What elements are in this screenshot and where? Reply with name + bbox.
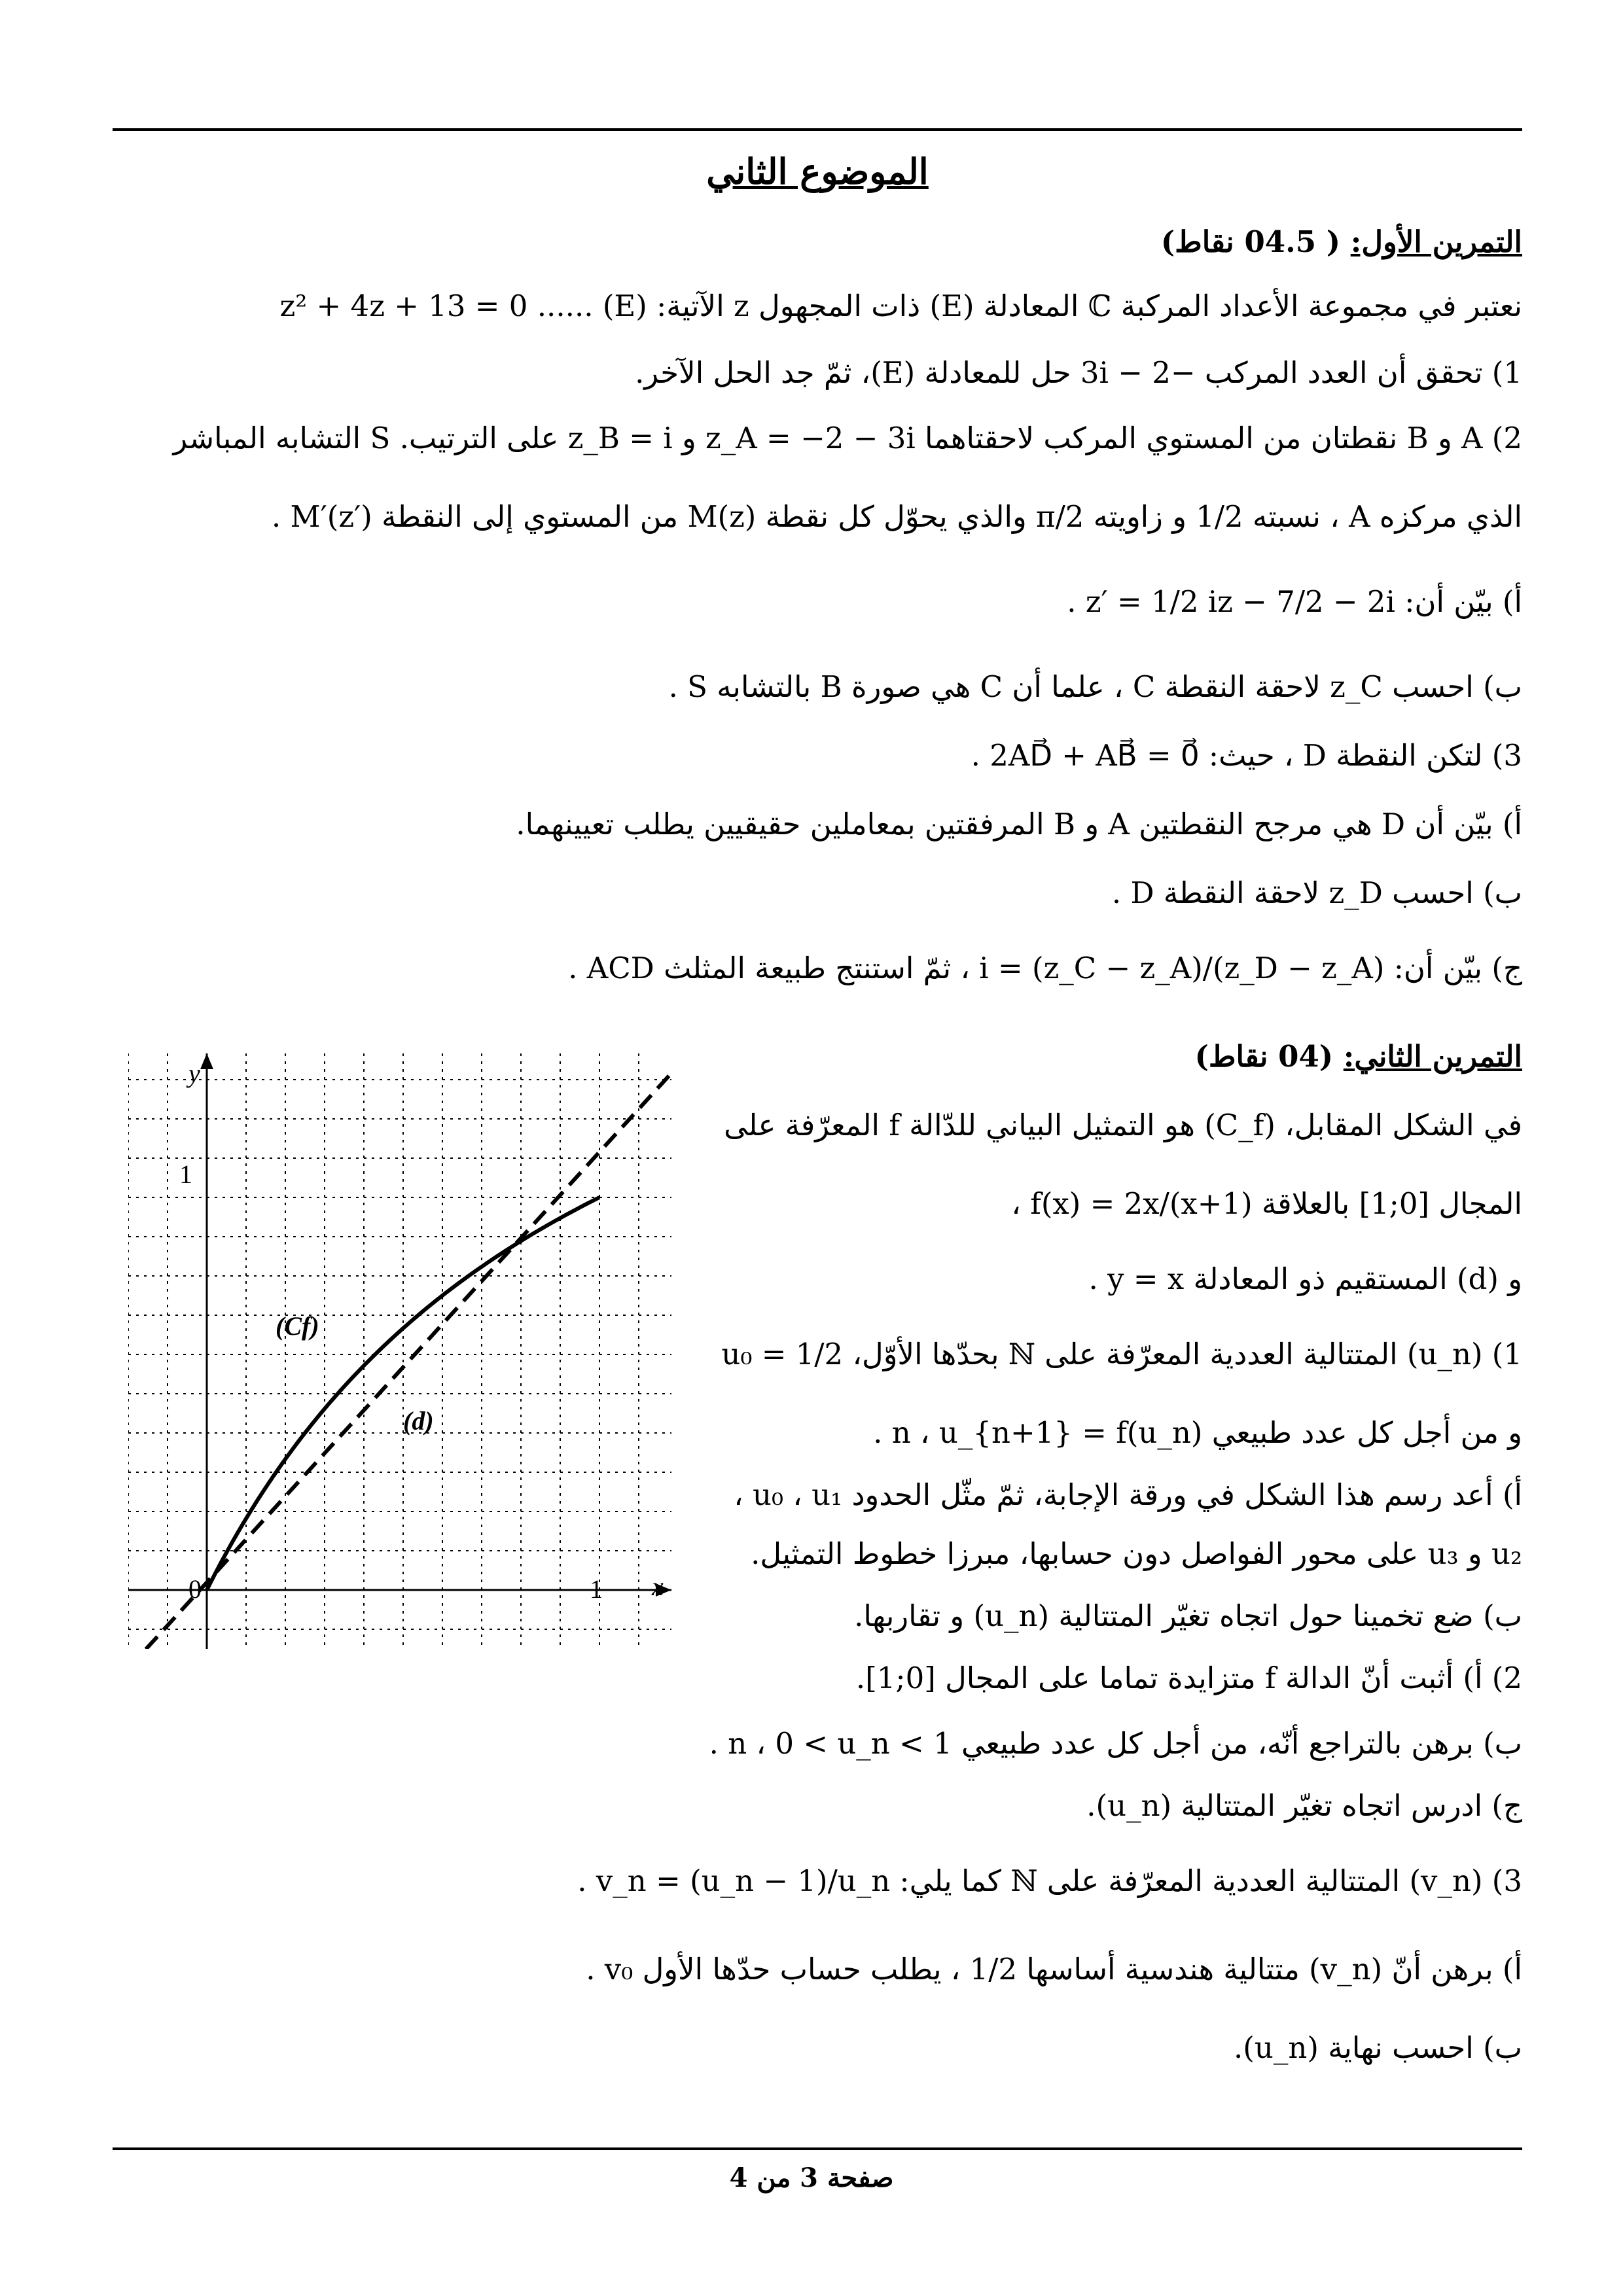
ex1-heading-points: ( 04.5 نقاط) — [1160, 224, 1341, 259]
ex1-line: ج) بيّن أن: (z_D − z_A)/(z_C − z_A) = i ، ثمّ استنتج طبيعة المثلث ACD . — [568, 951, 1522, 985]
ex2-heading — [1195, 1037, 1522, 1076]
ex2-line: u₂ و u₃ على محور الفواصل دون حسابها، مبرزا خطوط التمثيل. — [751, 1536, 1522, 1571]
ex1-line: 1) تحقق أن العدد المركب −2 − 3i حل للمعادلة (E)، ثمّ جد الحل الآخر. — [635, 355, 1522, 390]
ex2-line: في الشكل المقابل، (C_f) هو التمثيل البياني للدّالة f المعرّفة على — [724, 1108, 1522, 1142]
y-axis-label: y — [188, 1059, 200, 1088]
ex2-line: و من أجل كل عدد طبيعي n ، u_{n+1} = f(u_n) . — [873, 1415, 1522, 1450]
ex1-heading-label: التمرين الأول: — [1350, 224, 1522, 259]
line-d — [128, 1073, 671, 1649]
ex1-line: أ) بيّن أن: z′ = 1/2 iz − 7/2 − 2i . — [1067, 584, 1522, 619]
ex1-line: نعتبر في مجموعة الأعداد المركبة ℂ المعادلة (E) ذات المجهول z الآتية: (E) ...... z² + 4z + 13 = 0 — [279, 289, 1522, 323]
origin-label: 0 — [188, 1574, 202, 1604]
ex2-line: أ) برهن أنّ (v_n) متتالية هندسية أساسها 1/2 ، يطلب حساب حدّها الأول v₀ . — [586, 1952, 1522, 1987]
function-graph — [128, 1053, 671, 1649]
ex2-line: 2) أ) أثبت أنّ الدالة f متزايدة تماما على المجال [0;1]. — [855, 1661, 1522, 1695]
curve-label: (Cf) — [276, 1311, 319, 1341]
ex2-heading-points: (04 نقاط) — [1194, 1039, 1334, 1074]
ex1-line: ب) احسب z_C لاحقة النقطة C ، علما أن C هي صورة B بالتشابه S . — [668, 669, 1522, 704]
bottom-rule — [113, 2147, 1522, 2150]
line-label: (d) — [403, 1406, 434, 1436]
ex1-line: ب) احسب z_D لاحقة النقطة D . — [1111, 875, 1522, 910]
ex2-line: المجال [0;1] بالعلاقة f(x) = 2x/(x+1) ، — [1011, 1186, 1522, 1221]
ex2-line: ب) برهن بالتراجع أنّه، من أجل كل عدد طبيعي n ، 0 < u_n < 1 . — [709, 1726, 1522, 1761]
subject-title: الموضوع الثاني — [706, 150, 929, 192]
ex1-line: 2) A و B نقطتان من المستوي المركب لاحقتاهما z_A = −2 − 3i و z_B = i على الترتيب. S التشابه المباشر — [173, 421, 1522, 455]
ex1-heading — [1161, 222, 1522, 262]
y-unit-label: 1 — [179, 1159, 192, 1189]
top-rule — [113, 128, 1522, 131]
ex1-line: أ) بيّن أن D هي مرجح النقطتين A و B المرفقتين بمعاملين حقيقيين يطلب تعيينهما. — [516, 807, 1522, 841]
x-axis-label: x — [652, 1572, 664, 1601]
page-footer: صفحة 3 من 4 — [729, 2163, 894, 2193]
ex2-line: 1) (u_n) المتتالية العددية المعرّفة على ℕ بحدّها الأوّل، u₀ = 1/2 — [721, 1337, 1522, 1371]
ex1-line: 3) لتكن النقطة D ، حيث: 2AD⃗ + AB⃗ = 0⃗ . — [971, 738, 1522, 773]
ex2-heading-label: التمرين الثاني: — [1343, 1039, 1522, 1074]
y-axis-arrow-icon — [200, 1053, 213, 1069]
grid — [128, 1053, 671, 1649]
x-unit-label: 1 — [590, 1574, 603, 1604]
ex2-line: 3) (v_n) المتتالية العددية المعرّفة على ℕ كما يلي: v_n = (u_n − 1)/u_n . — [577, 1863, 1522, 1898]
ex2-line: ب) ضع تخمينا حول اتجاه تغيّر المتتالية (u_n) و تقاربها. — [854, 1598, 1522, 1633]
ex1-line: الذي مركزه A ، نسبته 1/2 و زاويته π/2 والذي يحوّل كل نقطة M(z) من المستوي إلى النقطة M′(z′) . — [271, 499, 1522, 534]
ex2-line: أ) أعد رسم هذا الشكل في ورقة الإجابة، ثمّ مثّل الحدود u₀ ، u₁ ، — [734, 1477, 1522, 1512]
ex2-line: و (d) المستقيم ذو المعادلة y = x . — [1088, 1262, 1522, 1296]
ex2-line: ب) احسب نهاية (u_n). — [1233, 2030, 1522, 2065]
ex2-line: ج) ادرس اتجاه تغيّر المتتالية (u_n). — [1086, 1788, 1522, 1823]
